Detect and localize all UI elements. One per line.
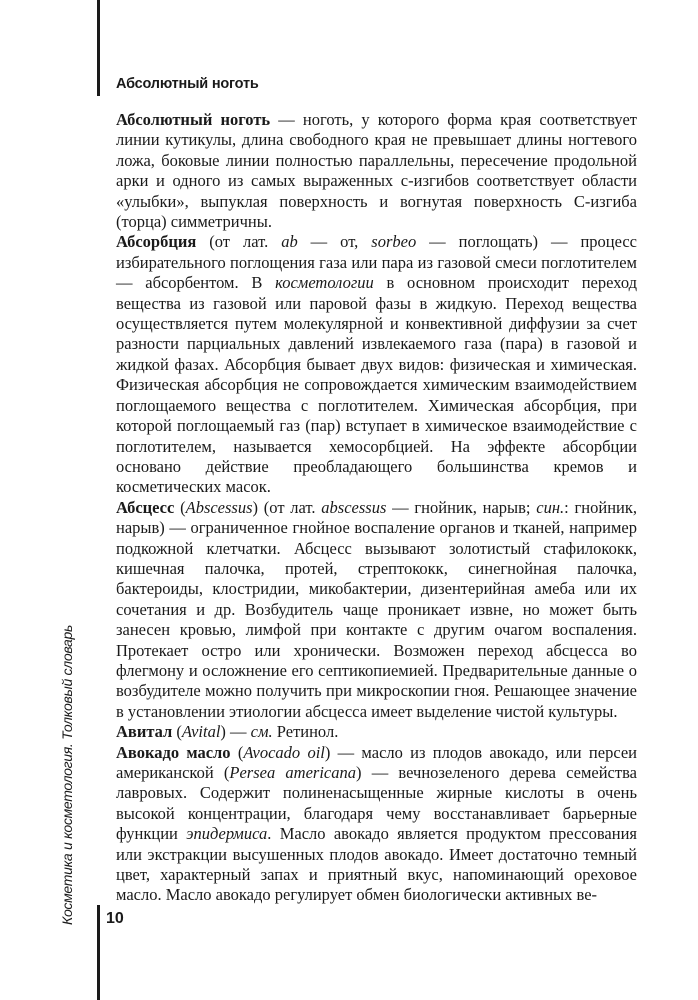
entry-text: ) — bbox=[220, 722, 251, 742]
entry-absorption bbox=[116, 232, 637, 497]
entry-absolute-nail bbox=[116, 110, 637, 232]
entry-term: Абсорбция bbox=[116, 232, 197, 252]
entry-text-italic: sorbeo bbox=[371, 232, 417, 252]
entry-text: (от лат. bbox=[196, 232, 282, 252]
margin-rule-top bbox=[97, 0, 100, 96]
entry-term: Абсолютный ноготь bbox=[116, 110, 271, 129]
entry-term: Авитал bbox=[116, 722, 173, 742]
entry-text: Ретинол. bbox=[272, 722, 339, 742]
entry-text: ) — вечнозеленого дерева семейства лавровых. Содержит полиненасыщенные жирные кислоты в очень высокой концентрации, благодаря чему восстанавливает барьерные функции bbox=[116, 763, 637, 844]
entry-text: . Масло авокадо является продуктом прессования или экстракции высушенных плодов авокадо. Имеет достаточно темный цвет, характерный запах и приятный вкус, напоминающий ореховое масло. Масло авокадо регулирует обмен биологически активных ве- bbox=[116, 824, 638, 905]
entry-abscess bbox=[116, 498, 637, 722]
entry-text-italic: abscessus bbox=[321, 497, 387, 517]
page-number: 10 bbox=[106, 910, 124, 927]
entry-text: в основном происходит переход вещества из газовой или паровой фазы в жидкую. Переход вещества осуществляется путем молекулярной и конвективной диффузии за счет разности парциальных давлений извлекаемого газа (пара) в газовой и жидкой фазах. Абсорбция бывает двух видов: физическая и химическая. Физическая абсорбция не сопровождается химическим взаимодействием поглощаемого вещества с поглотителем. Химическая абсорбция, при которой поглощаемый газ (пар) вступает в химическое взаимодействие с поглотителем, называется хемосорбцией. На эффекте абсорбции основано действие преобладающего большинства кремов и косметических масок. bbox=[116, 273, 637, 497]
margin-rule-bottom bbox=[97, 905, 100, 1000]
entry-text: ( bbox=[174, 497, 186, 517]
entry-avocado-oil bbox=[116, 743, 637, 906]
dictionary-entries bbox=[116, 110, 637, 906]
entry-text: — ноготь, у которого форма края соответствует линии кутикулы, длина свободного края не превышает длины ногтевого ложа, боковые линии полностью параллельны, пересечение продольной арки и одного из самых выраженных с-изгибов соответствует области «улыбки», выпуклая поверхность и вогнутая поверхность С-изгиба (торца) симметричны. bbox=[116, 110, 637, 232]
entry-text-italic: косметологии bbox=[275, 273, 374, 293]
entry-text: ( bbox=[230, 742, 244, 762]
entry-text: ) (от лат. bbox=[252, 497, 322, 517]
entry-avital bbox=[116, 722, 637, 742]
entry-text: ) — масло из плодов авокадо, или персеи американской ( bbox=[116, 742, 637, 782]
entry-text: — поглощать) — процесс избирательного поглощения газа или пара из газовой смеси поглотителем — абсорбентом. В bbox=[116, 232, 637, 293]
entry-text-italic: эпидермиса bbox=[186, 824, 268, 844]
book-title-vertical: Косметика и косметология. Толковый словарь bbox=[59, 624, 75, 925]
entry-term: Абсцесс bbox=[116, 497, 175, 517]
entry-text-italic: см. bbox=[250, 722, 273, 742]
entry-text: — от, bbox=[297, 232, 372, 252]
running-head: Абсолютный ноготь bbox=[116, 76, 259, 92]
entry-text-italic: ab bbox=[281, 232, 298, 252]
entry-text-italic: Avital bbox=[181, 722, 221, 742]
entry-text-italic: Persea americana bbox=[229, 763, 356, 782]
entry-text-italic: син. bbox=[536, 497, 565, 517]
entry-text-italic: Abscessus bbox=[185, 497, 253, 517]
entry-text: — гнойник, нарыв; bbox=[386, 497, 537, 517]
entry-text: ( bbox=[172, 722, 182, 742]
entry-text-italic: Avocado oil bbox=[243, 742, 325, 762]
entry-term: Авокадо масло bbox=[116, 742, 231, 762]
entry-text: : гнойник, нарыв) — ограниченное гнойное воспаление органов и тканей, например подкожной клетчатки. Абсцесс вызывают золотистый стафилококк, кишечная палочка, протей, стрептококк, синегнойная палочка, бактероиды, клостридии, микобактерии, дизентерийная амеба или их сочетания и др. Возбудитель чаще проникает извне, но может быть занесен кровью, лимфой при контакте с другим очагом воспаления. Протекает остро или хронически. Возможен переход абсцесса во флегмону и осложнение его септикопиемией. Предварительные данные о возбудителе можно получить при микроскопии гноя. Решающее значение в установлении этиологии абсцесса имеет выделение чистой культуры. bbox=[116, 497, 637, 721]
